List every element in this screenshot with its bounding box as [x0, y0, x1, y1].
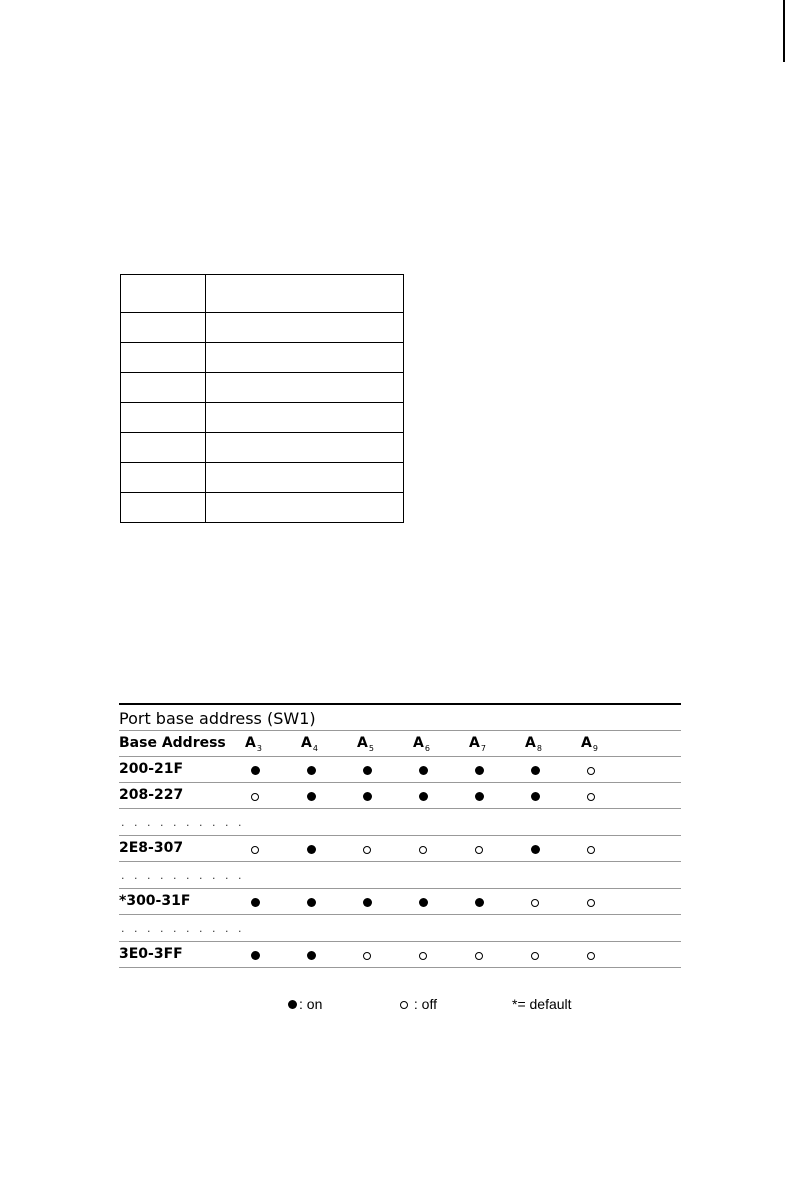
filled-dot-icon — [475, 898, 484, 907]
hollow-dot-icon — [587, 899, 595, 907]
switch-state-cell — [411, 836, 435, 861]
blank-cell — [121, 493, 206, 523]
legend-default-label: *= default — [512, 996, 572, 1012]
legend-off — [400, 996, 437, 1012]
switch-state-cell — [411, 757, 435, 782]
blank-table-row — [121, 373, 404, 403]
table-title: Port base address (SW1) — [119, 703, 681, 731]
hollow-dot-icon — [400, 1001, 408, 1009]
ellipsis-row — [119, 862, 681, 889]
switch-state-cell — [467, 757, 491, 782]
ellipsis-row — [119, 915, 681, 942]
hollow-dot-icon — [251, 793, 259, 801]
base-address-cell: 208-227 — [119, 787, 184, 803]
column-header-letter: A — [245, 735, 256, 751]
hollow-dot-icon — [251, 846, 259, 854]
column-header-subscript: 9 — [592, 744, 598, 753]
switch-state-cell — [467, 783, 491, 808]
filled-dot-icon — [288, 1000, 297, 1009]
legend-on-label: : on — [299, 996, 323, 1012]
filled-dot-icon — [307, 792, 316, 801]
filled-dot-icon — [531, 766, 540, 775]
switch-state-cell — [355, 783, 379, 808]
switch-state-cell — [467, 836, 491, 861]
blank-cell — [206, 493, 404, 523]
hollow-dot-icon — [587, 767, 595, 775]
blank-cell — [121, 275, 206, 313]
blank-cell — [206, 343, 404, 373]
hollow-dot-icon — [363, 952, 371, 960]
switch-state-cell — [355, 942, 379, 967]
blank-cell — [206, 313, 404, 343]
switch-state-cell — [523, 942, 547, 967]
blank-cell — [121, 313, 206, 343]
switch-state-cell — [243, 757, 267, 782]
hollow-dot-icon — [587, 952, 595, 960]
legend-off-label: : off — [410, 996, 437, 1012]
switch-state-cell — [243, 836, 267, 861]
blank-cell — [121, 433, 206, 463]
filled-dot-icon — [531, 792, 540, 801]
switch-state-cell — [411, 889, 435, 914]
blank-table — [120, 274, 404, 523]
filled-dot-icon — [475, 792, 484, 801]
blank-cell — [206, 463, 404, 493]
table-row — [119, 757, 681, 783]
switch-state-cell — [523, 836, 547, 861]
blank-cell — [206, 373, 404, 403]
switch-state-cell — [523, 757, 547, 782]
filled-dot-icon — [307, 898, 316, 907]
port-base-address-table — [119, 703, 681, 968]
hollow-dot-icon — [587, 846, 595, 854]
filled-dot-icon — [419, 766, 428, 775]
filled-dot-icon — [251, 898, 260, 907]
column-header-letter: A — [301, 735, 312, 751]
column-header-letter: A — [581, 735, 592, 751]
switch-state-cell — [411, 783, 435, 808]
hollow-dot-icon — [531, 899, 539, 907]
filled-dot-icon — [363, 766, 372, 775]
switch-state-cell — [243, 783, 267, 808]
ellipsis-dots: . . . . . . . . . . — [121, 869, 245, 882]
filled-dot-icon — [419, 898, 428, 907]
switch-state-cell — [299, 757, 323, 782]
switch-state-cell — [579, 783, 603, 808]
filled-dot-icon — [251, 951, 260, 960]
blank-cell — [121, 373, 206, 403]
switch-state-cell — [355, 889, 379, 914]
switch-state-cell — [355, 836, 379, 861]
switch-state-cell — [467, 942, 491, 967]
filled-dot-icon — [475, 766, 484, 775]
filled-dot-icon — [307, 951, 316, 960]
hollow-dot-icon — [363, 846, 371, 854]
legend-on — [288, 996, 322, 1012]
filled-dot-icon — [307, 766, 316, 775]
column-header-subscript: 4 — [312, 744, 318, 753]
switch-state-cell — [411, 942, 435, 967]
column-header-letter: A — [357, 735, 368, 751]
table-row — [119, 942, 681, 968]
column-header-letter: A — [413, 735, 424, 751]
filled-dot-icon — [307, 845, 316, 854]
column-header-letter: A — [469, 735, 480, 751]
blank-table-row — [121, 433, 404, 463]
switch-state-cell — [243, 889, 267, 914]
table-row — [119, 783, 681, 809]
switch-state-cell — [579, 942, 603, 967]
switch-state-cell — [523, 783, 547, 808]
switch-state-cell — [523, 889, 547, 914]
column-header-letter: A — [525, 735, 536, 751]
column-header-subscript: 6 — [424, 744, 430, 753]
blank-table-row — [121, 463, 404, 493]
ellipsis-dots: . . . . . . . . . . — [121, 922, 245, 935]
table-header-row — [119, 731, 681, 757]
base-address-cell: 200-21F — [119, 761, 184, 777]
blank-cell — [121, 463, 206, 493]
ellipsis-row — [119, 809, 681, 836]
switch-state-cell — [579, 757, 603, 782]
filled-dot-icon — [363, 898, 372, 907]
switch-state-cell — [299, 836, 323, 861]
hollow-dot-icon — [475, 846, 483, 854]
blank-cell — [206, 275, 404, 313]
blank-table-row — [121, 275, 404, 313]
column-header-subscript: 5 — [368, 744, 374, 753]
hollow-dot-icon — [531, 952, 539, 960]
hollow-dot-icon — [419, 952, 427, 960]
switch-state-cell — [579, 889, 603, 914]
filled-dot-icon — [363, 792, 372, 801]
switch-state-cell — [579, 836, 603, 861]
table-row — [119, 889, 681, 915]
blank-table-row — [121, 403, 404, 433]
blank-cell — [121, 403, 206, 433]
filled-dot-icon — [419, 792, 428, 801]
column-header-subscript: 3 — [256, 744, 262, 753]
column-header-subscript: 8 — [536, 744, 542, 753]
blank-cell — [206, 433, 404, 463]
hollow-dot-icon — [587, 793, 595, 801]
switch-state-cell — [355, 757, 379, 782]
base-address-cell: *300-31F — [119, 893, 191, 909]
base-address-header: Base Address — [119, 735, 226, 751]
page-edge-rule — [783, 0, 785, 62]
blank-table-row — [121, 343, 404, 373]
filled-dot-icon — [531, 845, 540, 854]
blank-cell — [206, 403, 404, 433]
switch-state-cell — [243, 942, 267, 967]
switch-state-cell — [299, 889, 323, 914]
blank-cell — [121, 343, 206, 373]
blank-table-row — [121, 313, 404, 343]
base-address-cell: 3E0-3FF — [119, 946, 183, 962]
switch-state-cell — [299, 942, 323, 967]
hollow-dot-icon — [419, 846, 427, 854]
hollow-dot-icon — [475, 952, 483, 960]
column-header-subscript: 7 — [480, 744, 486, 753]
switch-state-cell — [299, 783, 323, 808]
ellipsis-dots: . . . . . . . . . . — [121, 816, 245, 829]
base-address-cell: 2E8-307 — [119, 840, 184, 856]
table-row — [119, 836, 681, 862]
blank-table-row — [121, 493, 404, 523]
switch-state-cell — [467, 889, 491, 914]
filled-dot-icon — [251, 766, 260, 775]
legend-default — [512, 996, 572, 1012]
